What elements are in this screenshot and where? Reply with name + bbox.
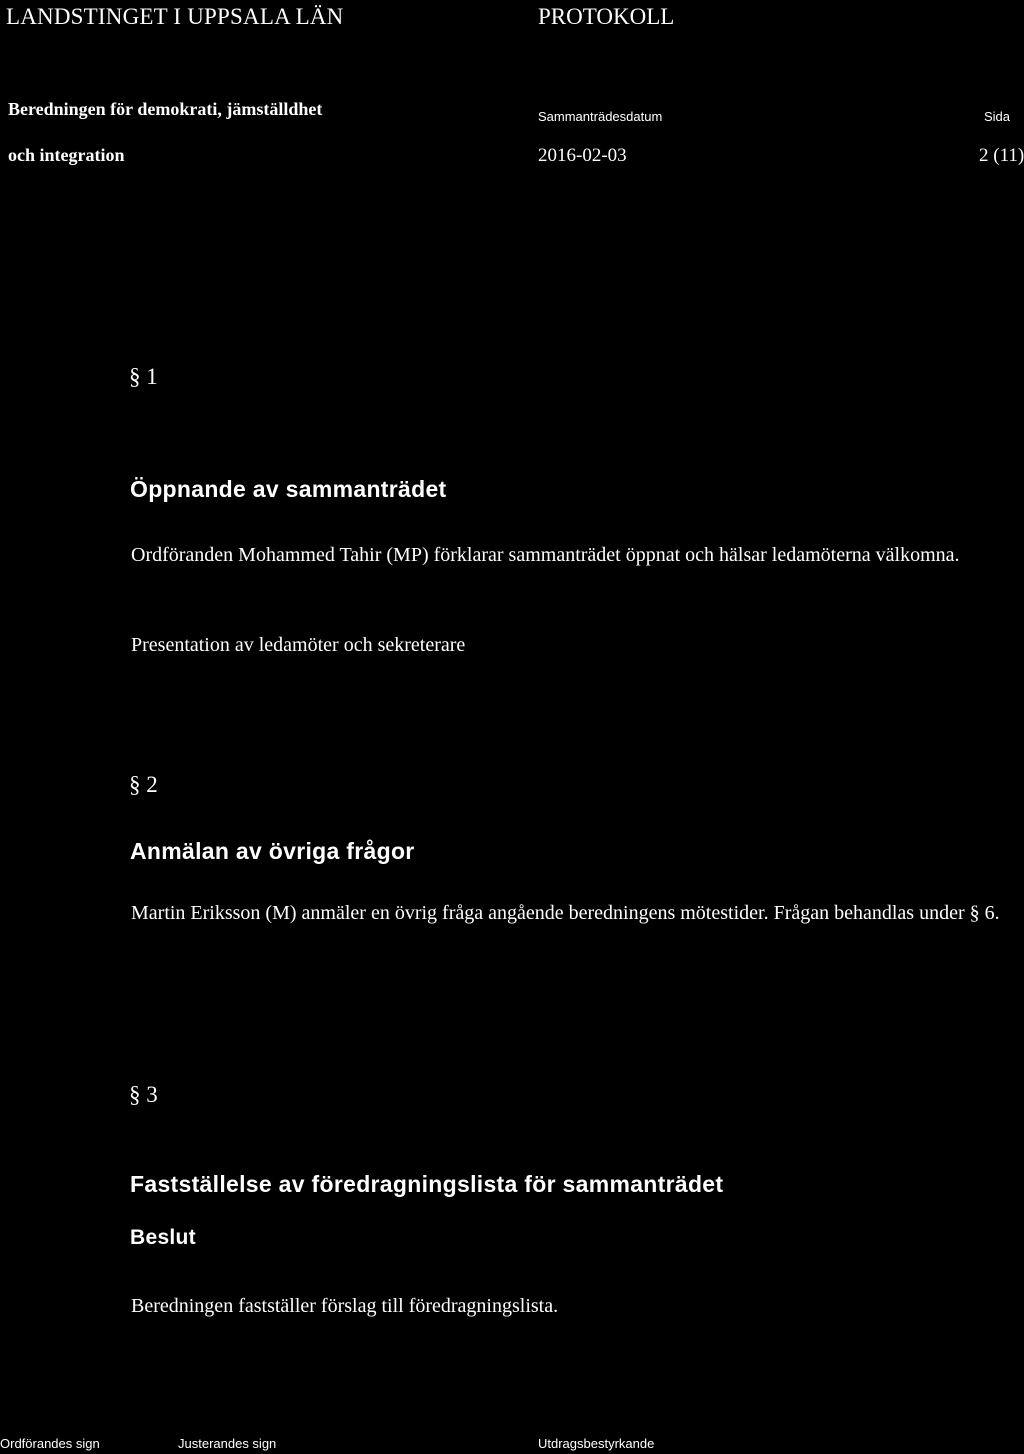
document-type: PROTOKOLL [538,4,675,29]
section-paragraph: Ordföranden Mohammed Tahir (MP) förklarar sammanträdet öppnat och hälsar ledamöterna välkomna. [131,544,960,566]
section-paragraph: Martin Eriksson (M) anmäler en övrig fråga angående beredningens mötestider. Frågan behandlas under § 6. [131,902,1000,924]
page-number: 2 (11) [979,145,1024,166]
section-number: § 2 [129,772,158,797]
section-number: § 1 [129,364,158,389]
adjuster-sign-label: Justerandes sign [178,1436,277,1451]
section-paragraph: Presentation av ledamöter och sekreterare [131,634,466,656]
meeting-date: 2016-02-03 [538,145,627,166]
section-subtitle: Beslut [130,1226,196,1249]
committee-name-line1: Beredningen för demokrati, jämställdhet [8,99,323,119]
section-paragraph: Beredningen fastställer förslag till föredragningslista. [131,1295,559,1317]
section-title: Anmälan av övriga frågor [130,838,415,864]
committee-name-line2: och integration [8,145,125,165]
extract-certifier-label: Utdragsbestyrkande [538,1436,655,1451]
organization-name: LANDSTINGET I UPPSALA LÄN [6,4,344,29]
date-label: Sammanträdesdatum [538,109,663,124]
section-title: Fastställelse av föredragningslista för sammanträdet [130,1171,724,1197]
page-label: Sida [984,109,1011,124]
chair-sign-label: Ordförandes sign [0,1436,100,1451]
section-title: Öppnande av sammanträdet [130,476,447,502]
section-number: § 3 [129,1082,158,1107]
